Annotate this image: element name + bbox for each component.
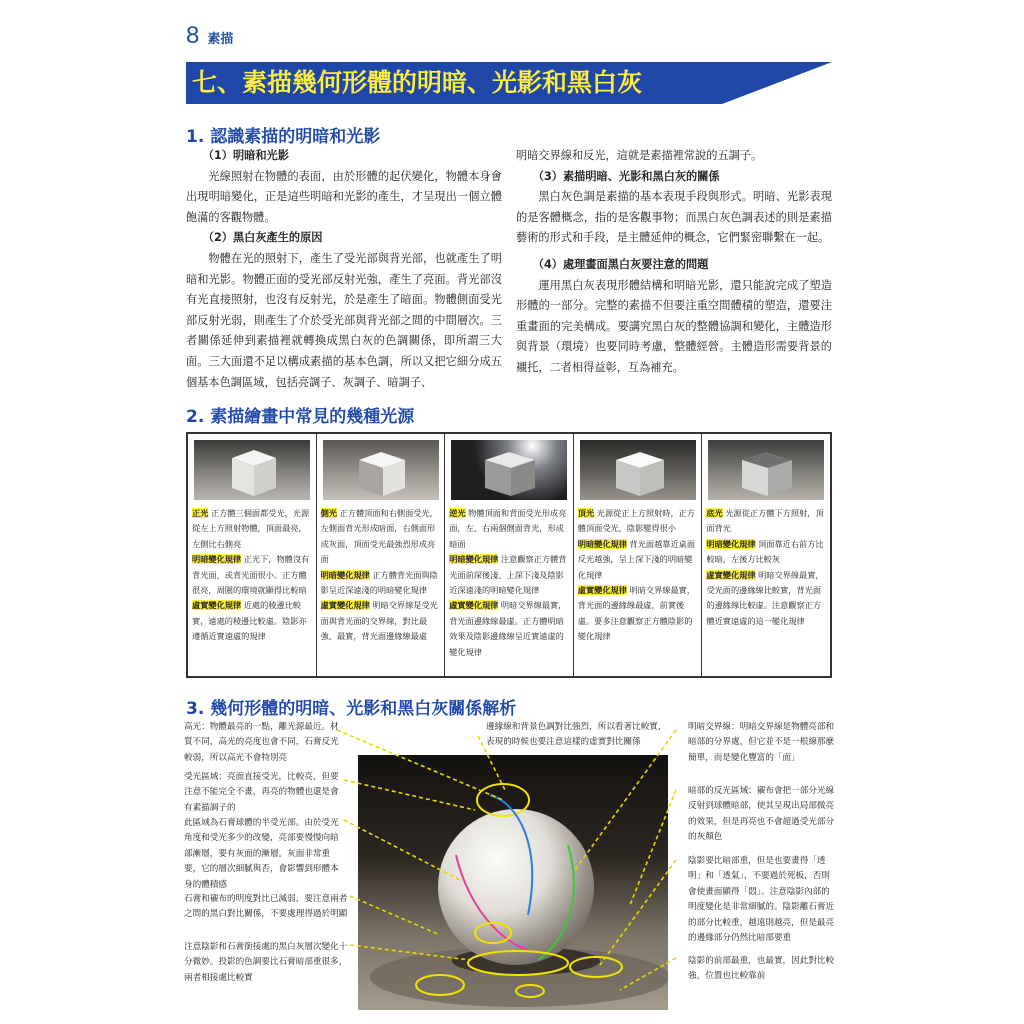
back-light-desc: 物體頂面和背面受光形成亮面，左、右兩個側面背光，形成暗面 [449,508,567,549]
tag-side-light: 側光 [320,508,337,518]
subheading-3: （3）素描明暗、光影和黑白灰的關係 [532,169,720,183]
note-contrast: 石膏和襯布的明度對比已減弱，要注意兩者之間的黑白對比關係，不要處理得過於明顯 [184,894,348,920]
top-light-rule: 背光面越靠近桌面反光越強，呈上深下淺的明暗變化規律 [577,538,696,580]
paragraph-1: 光線照射在物體的表面，由於形體的起伏變化，物體本身會出現明暗變化，正是這些明暗和光影的產生，才呈現出一個立體飽滿的客觀物體。 [186,169,502,224]
tag-front-light: 正光 [192,508,209,518]
back-focus-rule: 明暗交界線最實，背光面邊緣線最虛。正方體明暗效果及陰影邊緣線呈近實遠虛的變化規律 [449,600,567,657]
section-1-title: 1. 認識素描的明暗和光影 [186,127,381,147]
key-light-rule: 明暗變化規律 [192,554,242,565]
back-light-rule: 注意觀察正方體背光面前深後淺、上深下淺及陰影近深遠淺的明暗變化規律 [449,554,567,596]
key-light-rule: 明暗變化規律 [320,569,370,580]
tag-back-light: 逆光 [449,508,466,518]
note-halftone: 此區域為石膏球體的半受光部。由於受光角度和受光多少的改變，亮部要慢慢向暗部漸層，要有灰面的漸層。灰面非常重要，它的層次細膩與否，會影響到形體本身的體積感 [184,818,339,890]
tag-bottom-light: 底光 [706,508,723,518]
bottom-light-rule: 頂面靠近右前方比較暗，左後方比較灰 [706,538,824,565]
paragraph-2: 物體在光的照射下，產生了受光部與背光部，也就產生了明暗和光影。物體正面的受光部反射光強，產生了亮面。背光部沒有光直接照射，也沒有反射光，於是產生了暗面。物體側面受光部反射光弱，則產生了介於受光部與背光部之間的中間層次。三者關係延伸到素描裡就轉換成黑白灰的色調關係，即所謂三大面。三大面還不足以構成素描的基本色調，所以又把它細分成五個基本色調區域，包括亮調子、灰調子、暗調子、 [186,251,502,389]
side-focus-rule: 明暗交界線是受光面與背光面的交界線，對比最強、最實，背光面邊緣線最虛 [320,600,438,642]
tag-top-light: 頂光 [577,508,595,518]
subheading-4: （4）處理畫面黑白灰要注意的問題 [532,257,709,271]
bottom-light-desc: 光源從正方體下方照射，頂面背光 [706,508,824,534]
key-light-rule: 明暗變化規律 [577,538,627,549]
top-light-desc: 光源從正上方照射時，正方體頂面受光，陰影變得很小 [577,508,696,534]
top-focus-rule: 明暗交界線最實，背光面的邊緣線最虛，前實後虛。要多注意觀察正方體陰影的變化規律 [577,585,696,642]
key-light-rule: 明暗變化規律 [449,554,499,565]
paragraph-3: 黑白灰色調是素描的基本表現手段與形式。明暗、光影表現的是客體概念，指的是客觀事物；而黑白灰色調表述的則是素描藝術的形式和手段，是主體延伸的概念，它們緊密聯繫在一起。 [516,190,832,245]
key-focus-rule: 虛實變化規律 [192,600,242,611]
page-title: 七、素描幾何形體的明暗、光影和黑白灰 [192,68,643,97]
key-light-rule: 明暗變化規律 [706,538,756,549]
subheading-2: （2）黑白灰產生的原因 [202,231,323,245]
key-focus-rule: 虛實變化規律 [449,600,499,611]
front-light-desc: 正方體三個面都受光，光源從左上方照射物體，頂面最亮，左側比右側亮 [192,508,310,549]
note-lit-area: 受光區域：亮面直接受光，比較亮，但要注意不能完全不畫，再亮的物體也還是會有素描調子的 [184,772,339,813]
note-shadow-junction: 注意陰影和石膏銜接處的黑白灰層次變化十分微妙。投影的色調要比石膏暗部重很多，兩者相接處比較實 [184,942,348,983]
section-2-title: 2. 素描繪畫中常見的幾種光源 [186,407,415,427]
section-label: 素描 [207,32,234,47]
key-focus-rule: 虛實變化規律 [706,569,756,580]
note-reflected-light: 暗部的反光區域：襯布會把一部分光線反射到球體暗部，使其呈現出局部微亮的效果，但是再亮也不會超過受光部分的灰顏色 [688,786,835,843]
side-light-rule: 正方體背光面與陰影呈近深遠淺的明暗變化規律 [320,569,438,596]
key-focus-rule: 虛實變化規律 [320,600,370,611]
note-terminator: 明暗交界線：明暗交界線是物體亮部和暗部的分界處，但它並不是一根線那麼簡單，而是變化豐富的「面」 [688,722,835,763]
key-focus-rule: 虛實變化規律 [577,585,627,596]
note-edge-contrast: 邊緣線和背景色調對比強烈，所以看著比較實，表現的時候也要注意這樣的虛實對比關係 [486,722,667,748]
page-number: 8 [186,22,200,49]
side-light-desc: 正方體頂面和右側面受光，左側面背光形成暗面，右側面形成灰面，頂面受光最強烈形成亮面 [320,508,438,565]
paragraph-4: 運用黑白灰表現形體結構和明暗光影，還只能說完成了塑造形體的一部分。完整的素描不但要注重空間體積的塑造，還要注重畫面的完美構成。要講究黑白灰的整體協調和變化，主體造形與背景（環境）也要同時考慮，整體經營。主體造形需要背景的襯托，二者相得益彰，互為補充。 [516,278,832,374]
subheading-1: （1）明暗和光影 [202,149,289,162]
note-shadow-front: 陰影的前部最重，也最實，因此對比較強，位置也比較靠前 [688,956,835,982]
front-focus-rule: 近處的稜邊比較實，遠處的稜邊比較虛。陰影亦遵循近實遠虛的規律 [192,600,307,642]
bottom-focus-rule: 明暗交界線最實，受光面的邊緣線比較實，背光面的邊緣線比較虛。注意觀察正方體近實遠虛的這一變化規律 [706,569,824,626]
front-light-rule: 正光下，物體沒有背光面，或背光面很小。正方體很亮，周圍的環境就顯得比較暗 [192,554,310,596]
note-highlight: 高光：物體最亮的一點，離光源最近。材質不同，高光的亮度也會不同，石膏反光較弱，所以高光不會特別亮 [184,722,339,763]
paragraph-2-continued: 明暗交界線和反光，這就是素描裡常說的五調子。 [516,149,763,162]
note-cast-shadow: 陰影要比暗部重，但是也要畫得「透明」和「透氣」，不要過於死板，否則會使畫面顯得「悶」。注意陰影內部的明度變化是非常細膩的。陰影離石膏近的部分比較重，越遠則越亮，但是最亮的邊緣部分仍然比暗部要重 [688,856,835,944]
section-3-title: 3. 幾何形體的明暗、光影和黑白灰關係解析 [186,699,517,719]
